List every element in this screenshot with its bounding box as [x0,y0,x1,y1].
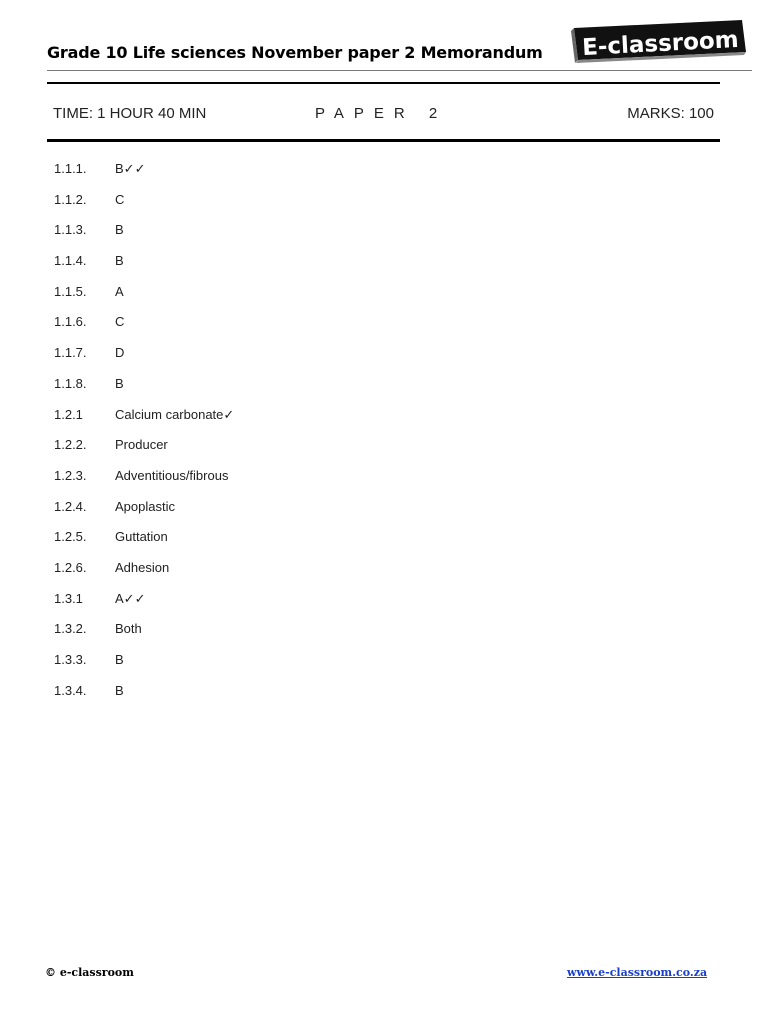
footer-website-link[interactable]: www.e-classroom.co.za [567,966,708,979]
answer-row [54,376,234,407]
answer-row [54,314,234,345]
answer-text: Producer [115,437,168,453]
answer-row [54,591,234,622]
document-title: Grade 10 Life sciences November paper 2 Memorandum [47,43,543,62]
answer-text: A✓✓ [115,590,146,606]
answer-text: Apoplastic [115,498,175,514]
answer-text: B✓✓ [115,161,146,176]
question-number: 1.1.4. [54,253,87,269]
answer-row [54,499,234,530]
answer-row [54,468,234,499]
answer-text: B [115,652,124,667]
answer-list [54,161,234,713]
question-number: 1.3.3. [54,652,87,667]
paper-number: PAPER 2 [315,105,448,122]
answer-text: Adventitious/fibrous [115,467,229,483]
answer-text: B [115,375,124,391]
question-number: 1.2.6. [54,559,87,575]
question-number: 1.3.2. [54,621,87,637]
answer-row [54,345,234,376]
question-number: 1.1.8. [54,375,87,391]
answer-row [54,222,234,253]
answer-row [54,407,234,438]
answer-text: Guttation [115,529,168,545]
answer-row [54,560,234,591]
footer-copyright: © e-classroom [45,966,134,979]
question-number: 1.2.4. [54,498,87,514]
exam-info-bar [47,82,720,142]
answer-text: B [115,253,124,269]
answer-text: B [115,222,124,238]
question-number: 1.1.2. [54,191,87,207]
question-number: 1.1.7. [54,345,87,361]
question-number: 1.1.5. [54,283,87,299]
svg-text:E-classroom: E-classroom [581,26,740,62]
e-classroom-logo [570,18,746,66]
question-number: 1.2.2. [54,437,87,453]
answer-row [54,652,234,683]
answer-text: C [115,191,125,207]
answer-text: A [115,283,124,299]
answer-text: Calcium carbonate✓ [115,406,235,422]
question-number: 1.2.1 [54,406,83,422]
answer-row [54,253,234,284]
answer-row [54,621,234,652]
answer-text: Both [115,621,142,637]
question-number: 1.2.5. [54,529,87,545]
answer-row [54,683,234,714]
answer-text: B [115,682,124,698]
question-number: 1.1.3. [54,222,87,238]
answer-text: Adhesion [115,559,170,575]
question-number: 1.3.4. [54,682,87,698]
answer-row [54,529,234,560]
question-number: 1.1.1. [54,161,87,176]
answer-text: D [115,345,125,361]
header-divider [47,70,752,71]
answer-text: C [115,314,125,330]
answer-row [54,192,234,223]
question-number: 1.3.1 [54,590,83,606]
answer-row [54,161,234,192]
total-marks: MARKS: 100 [627,105,714,122]
exam-time: TIME: 1 HOUR 40 MIN [53,105,207,122]
question-number: 1.1.6. [54,314,87,330]
answer-row [54,437,234,468]
question-number: 1.2.3. [54,467,87,483]
answer-row [54,284,234,315]
